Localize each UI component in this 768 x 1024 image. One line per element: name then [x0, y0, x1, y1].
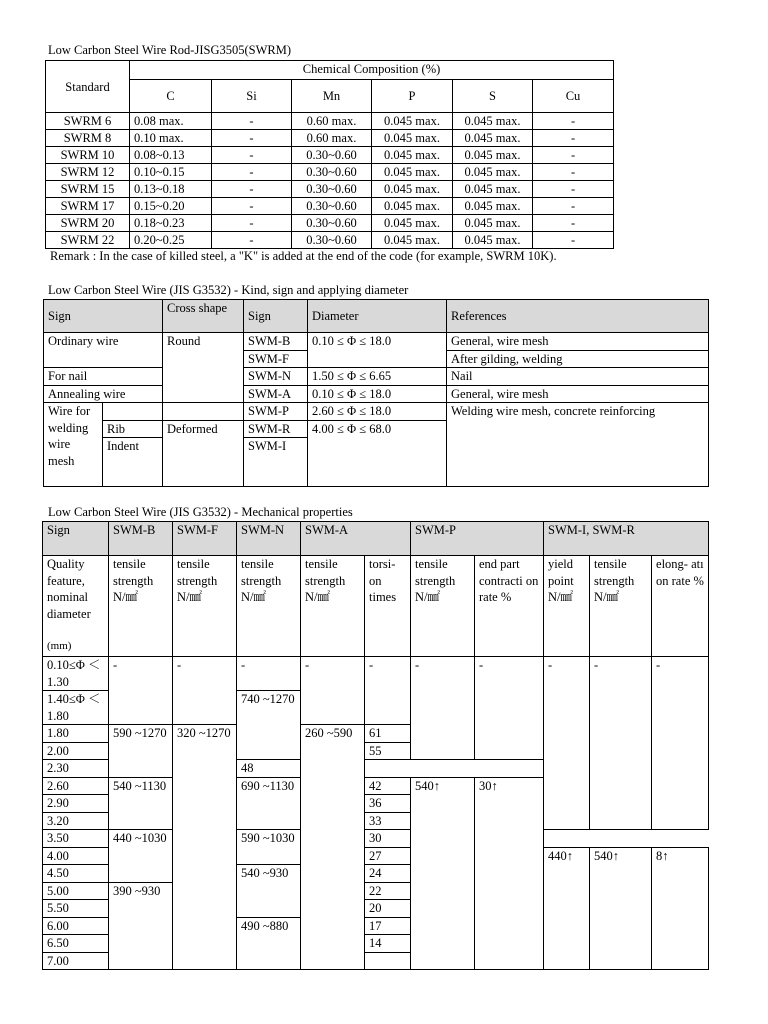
- cell-c: 0.15~0.20: [130, 198, 212, 215]
- swm-ir-yield-head: yield point N/㎟: [544, 556, 590, 657]
- diameter-swm-a: 0.10 ≤ Φ ≤ 18.0: [308, 385, 447, 403]
- torsion-61: 61: [365, 725, 411, 743]
- diam-6-00: 6.00: [43, 917, 109, 935]
- swm-b-tensile-head: tensile strength N/㎟: [109, 556, 173, 657]
- ref-swm-p: Welding wire mesh, concrete reinforcing: [447, 403, 709, 487]
- ref-swm-f: After gilding, welding: [447, 350, 709, 368]
- cell-cu: -: [533, 181, 614, 198]
- diam-1-80: 1.80: [43, 725, 109, 743]
- diameter-swm-r: 4.00 ≤ Φ ≤ 68.0: [308, 420, 447, 487]
- swm-a-val-260: 260 ~590: [301, 725, 365, 970]
- swm-ir-yield-440: 440↑: [544, 847, 590, 970]
- deformed-shape: Deformed: [163, 420, 244, 487]
- sign-swm-p: SWM-P: [244, 403, 308, 421]
- dash: -: [652, 657, 709, 830]
- empty-cell: [163, 403, 244, 421]
- swm-n-val-490: 490 ~880: [237, 917, 301, 970]
- composition-row: [46, 147, 614, 164]
- composition-row: [46, 113, 614, 130]
- torsion-30: 30: [365, 830, 411, 848]
- cell-standard: SWRM 22: [46, 232, 130, 249]
- dash: -: [544, 657, 590, 830]
- table2-caption: Low Carbon Steel Wire (JIS G3532) - Kind, sign and applying diameter: [48, 283, 409, 297]
- diameter-swm-n: 1.50 ≤ Φ ≤ 6.65: [308, 368, 447, 386]
- diam-4-00: 4.00: [43, 847, 109, 865]
- sign-swm-a: SWM-A: [244, 385, 308, 403]
- composition-row: [46, 130, 614, 147]
- cell-p: 0.045 max.: [372, 198, 453, 215]
- header-p: P: [372, 80, 453, 113]
- swm-p-end-30: 30↑: [475, 777, 544, 970]
- rib: Rib: [103, 420, 163, 438]
- header-chemical-composition: Chemical Composition (%): [130, 61, 614, 80]
- swm-b-val-390: 390 ~930: [109, 882, 173, 970]
- composition-table-body: [46, 113, 614, 249]
- swm-a-tensile-head: tensile strength N/㎟: [301, 556, 365, 657]
- cell-si: -: [212, 147, 292, 164]
- cell-s: 0.045 max.: [453, 181, 533, 198]
- swm-ir-elong-8: 8↑: [652, 847, 709, 970]
- swm-n-val-540: 540 ~930: [237, 865, 301, 918]
- diam-2-60: 2.60: [43, 777, 109, 795]
- cell-p: 0.045 max.: [372, 232, 453, 249]
- indent: Indent: [103, 438, 163, 487]
- cell-c: 0.08~0.13: [130, 147, 212, 164]
- composition-row: [46, 164, 614, 181]
- cell-mn: 0.60 max.: [292, 113, 372, 130]
- table1-caption: Low Carbon Steel Wire Rod-JISG3505(SWRM): [48, 43, 291, 57]
- cell-standard: SWRM 20: [46, 215, 130, 232]
- cell-standard: SWRM 15: [46, 181, 130, 198]
- composition-table: [45, 60, 614, 249]
- cell-cu: -: [533, 147, 614, 164]
- sign-swm-b: SWM-B: [244, 333, 308, 351]
- swm-f-tensile-head: tensile strength N/㎟: [173, 556, 237, 657]
- t3-header-swm-b: SWM-B: [109, 522, 173, 556]
- diam-3-50: 3.50: [43, 830, 109, 848]
- diam-2-30: 2.30: [43, 760, 109, 778]
- t3-header-swm-ir: SWM-I, SWM-R: [544, 522, 709, 556]
- torsion-33: 33: [365, 812, 411, 830]
- dash: -: [237, 657, 301, 691]
- cell-standard: SWRM 8: [46, 130, 130, 147]
- cell-mn: 0.60 max.: [292, 130, 372, 147]
- cell-s: 0.045 max.: [453, 198, 533, 215]
- cell-standard: SWRM 17: [46, 198, 130, 215]
- composition-row: [46, 215, 614, 232]
- sign-swm-f: SWM-F: [244, 350, 308, 368]
- swm-b-val-440: 440 ~1030: [109, 830, 173, 883]
- swm-ir-tensile-540: 540↑: [590, 847, 652, 970]
- cell-p: 0.045 max.: [372, 164, 453, 181]
- annealing-wire: Annealing wire: [44, 385, 163, 403]
- dash: -: [173, 657, 237, 725]
- t3-header-swm-f: SWM-F: [173, 522, 237, 556]
- cell-c: 0.13~0.18: [130, 181, 212, 198]
- cell-standard: SWRM 6: [46, 113, 130, 130]
- cell-s: 0.045 max.: [453, 113, 533, 130]
- header-c: C: [130, 80, 212, 113]
- torsion-24: 24: [365, 865, 411, 883]
- mechanical-properties-table: [42, 521, 709, 970]
- swm-p-end-part-head: end part contracti on rate %: [475, 556, 544, 657]
- quality-feature: [43, 556, 109, 657]
- empty-cell: [365, 952, 411, 970]
- cell-si: -: [212, 130, 292, 147]
- sign-swm-n: SWM-N: [244, 368, 308, 386]
- ref-swm-n: Nail: [447, 368, 709, 386]
- cell-mn: 0.30~0.60: [292, 215, 372, 232]
- torsion-14: 14: [365, 935, 411, 953]
- torsion-55: 55: [365, 742, 411, 760]
- swm-n-val-590: 590 ~1030: [237, 830, 301, 865]
- sign-swm-r: SWM-R: [244, 420, 308, 438]
- cell-p: 0.045 max.: [372, 181, 453, 198]
- quality-feature-text: Quality feature, nominal diameter: [47, 557, 91, 621]
- header-standard: Standard: [46, 61, 130, 113]
- cell-cu: -: [533, 113, 614, 130]
- swm-n-tensile-head: tensile strength N/㎟: [237, 556, 301, 657]
- t2-header-references: References: [447, 300, 709, 333]
- cell-s: 0.045 max.: [453, 147, 533, 164]
- ref-swm-b: General, wire mesh: [447, 333, 709, 351]
- wire-for-welding: Wire for welding wire mesh: [44, 403, 103, 487]
- header-s: S: [453, 80, 533, 113]
- t3-header-sign: Sign: [43, 522, 109, 556]
- swm-ir-elong-head: elong- atı on rate %: [652, 556, 709, 657]
- diam-5-50: 5.50: [43, 900, 109, 918]
- diam-6-50: 6.50: [43, 935, 109, 953]
- cell-si: -: [212, 181, 292, 198]
- cell-standard: SWRM 12: [46, 164, 130, 181]
- torsion-48: 48: [237, 760, 301, 778]
- torsion-42: 42: [365, 777, 411, 795]
- cell-p: 0.045 max.: [372, 130, 453, 147]
- cell-cu: -: [533, 215, 614, 232]
- header-mn: Mn: [292, 80, 372, 113]
- cell-c: 0.10 max.: [130, 130, 212, 147]
- cell-mn: 0.30~0.60: [292, 232, 372, 249]
- swm-f-val-320: 320 ~1270: [173, 725, 237, 970]
- diam-7-00: 7.00: [43, 952, 109, 970]
- diam-range-1: 0.10≤Φ ＜1.30: [43, 657, 109, 691]
- cell-standard: SWRM 10: [46, 147, 130, 164]
- dash: -: [590, 657, 652, 830]
- empty-cell: [103, 403, 163, 421]
- diam-2-00: 2.00: [43, 742, 109, 760]
- cell-mn: 0.30~0.60: [292, 198, 372, 215]
- diam-range-2: 1.40≤Φ ＜1.80: [43, 691, 109, 725]
- dash: -: [301, 657, 365, 725]
- cell-cu: -: [533, 130, 614, 147]
- cell-cu: -: [533, 164, 614, 181]
- composition-row: [46, 232, 614, 249]
- t3-header-swm-a: SWM-A: [301, 522, 411, 556]
- cell-p: 0.045 max.: [372, 147, 453, 164]
- cell-si: -: [212, 232, 292, 249]
- diameter-swm-b: 0.10 ≤ Φ ≤ 18.0: [308, 333, 447, 368]
- header-si: Si: [212, 80, 292, 113]
- cell-mn: 0.30~0.60: [292, 164, 372, 181]
- cell-si: -: [212, 198, 292, 215]
- diam-2-90: 2.90: [43, 795, 109, 813]
- kind-sign-table: [43, 299, 709, 487]
- cell-p: 0.045 max.: [372, 113, 453, 130]
- swm-b-val-540: 540 ~1130: [109, 777, 173, 830]
- dash: -: [109, 657, 173, 725]
- composition-row: [46, 181, 614, 198]
- table3-caption: Low Carbon Steel Wire (JIS G3532) - Mechanical properties: [48, 505, 353, 519]
- diam-3-20: 3.20: [43, 812, 109, 830]
- dash: -: [365, 657, 411, 725]
- cell-cu: -: [533, 232, 614, 249]
- dash: -: [475, 657, 544, 760]
- cell-s: 0.045 max.: [453, 164, 533, 181]
- cell-c: 0.18~0.23: [130, 215, 212, 232]
- cell-si: -: [212, 113, 292, 130]
- cell-p: 0.045 max.: [372, 215, 453, 232]
- t3-header-swm-p: SWM-P: [411, 522, 544, 556]
- header-cu: Cu: [533, 80, 614, 113]
- t2-header-sign: Sign: [44, 300, 163, 333]
- remark: Remark : In the case of killed steel, a "K" is added at the end of the code (for example, SWRM 10K).: [50, 249, 557, 263]
- ref-swm-a: General, wire mesh: [447, 385, 709, 403]
- round-shape: Round: [163, 333, 244, 403]
- swm-ir-tensile-head: tensile strength N/㎟: [590, 556, 652, 657]
- swm-a-torsion-head: torsi- on times: [365, 556, 411, 657]
- t2-header-diameter: Diameter: [308, 300, 447, 333]
- cell-c: 0.20~0.25: [130, 232, 212, 249]
- torsion-20: 20: [365, 900, 411, 918]
- swm-n-val-690: 690 ~1130: [237, 777, 301, 830]
- swm-p-tensile-540: 540↑: [411, 777, 475, 970]
- swm-p-tensile-head: tensile strength N/㎟: [411, 556, 475, 657]
- sign-swm-i: SWM-I: [244, 438, 308, 487]
- swm-n-val-740: 740 ~1270: [237, 691, 301, 760]
- cell-si: -: [212, 164, 292, 181]
- t2-header-cross-shape: Cross shape: [163, 300, 244, 333]
- cell-c: 0.08 max.: [130, 113, 212, 130]
- t2-header-sign2: Sign: [244, 300, 308, 333]
- diam-5-00: 5.00: [43, 882, 109, 900]
- dash: -: [411, 657, 475, 760]
- t3-header-swm-n: SWM-N: [237, 522, 301, 556]
- torsion-22: 22: [365, 882, 411, 900]
- swm-b-val-590: 590 ~1270: [109, 725, 173, 778]
- diam-4-50: 4.50: [43, 865, 109, 883]
- cell-mn: 0.30~0.60: [292, 147, 372, 164]
- cell-mn: 0.30~0.60: [292, 181, 372, 198]
- cell-cu: -: [533, 198, 614, 215]
- unit-mm: (mm): [47, 640, 72, 652]
- diameter-swm-p: 2.60 ≤ Φ ≤ 18.0: [308, 403, 447, 421]
- cell-s: 0.045 max.: [453, 232, 533, 249]
- ordinary-wire: Ordinary wire: [44, 333, 163, 368]
- composition-row: [46, 198, 614, 215]
- torsion-36: 36: [365, 795, 411, 813]
- torsion-17: 17: [365, 917, 411, 935]
- cell-s: 0.045 max.: [453, 130, 533, 147]
- cell-c: 0.10~0.15: [130, 164, 212, 181]
- for-nail: For nail: [44, 368, 163, 386]
- torsion-27: 27: [365, 847, 411, 865]
- cell-s: 0.045 max.: [453, 215, 533, 232]
- cell-si: -: [212, 215, 292, 232]
